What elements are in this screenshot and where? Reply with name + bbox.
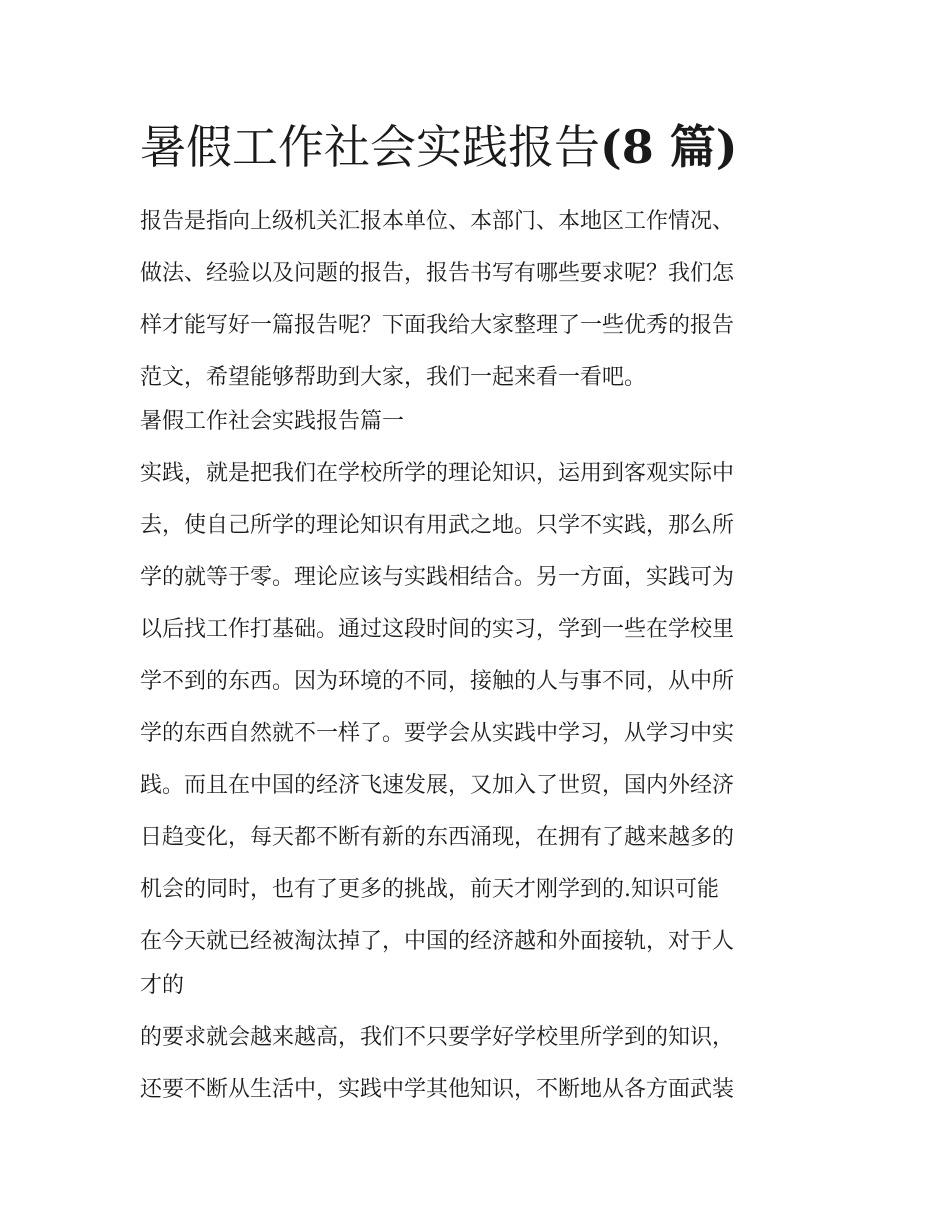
body-line: 才的 (140, 973, 185, 998)
body-line: 以后找工作打基础。通过这段时间的实习，学到一些在学校里 (140, 617, 735, 642)
body-line: 机会的同时，也有了更多的挑战，前天才刚学到的.知识可能 (140, 877, 719, 902)
body-line: 去，使自己所学的理论知识有用武之地。只学不实践，那么所 (140, 513, 735, 538)
document-title (140, 116, 840, 178)
body-line: 学的就等于零。理论应该与实践相结合。另一方面，实践可为 (140, 565, 735, 590)
intro-line: 范文，希望能够帮助到大家，我们一起来看一看吧。 (140, 365, 647, 390)
body-line: 践。而且在中国的经济飞速发展，又加入了世贸，国内外经济 (140, 773, 735, 798)
body-line: 学的东西自然就不一样了。要学会从实践中学习，从学习中实 (140, 721, 735, 746)
intro-line: 报告是指向上级机关汇报本单位、本部门、本地区工作情况、 (140, 209, 735, 234)
intro-line: 样才能写好一篇报告呢？下面我给大家整理了一些优秀的报告 (140, 313, 735, 338)
title-main-text: 暑假工作社会实践报告 (140, 120, 600, 174)
body-line: 在今天就已经被淘汰掉了，中国的经济越和外面接轨，对于人 (140, 929, 735, 954)
section-paragraph (140, 448, 820, 1012)
body-line: 日趋变化，每天都不断有新的东西涌现，在拥有了越来越多的 (140, 825, 735, 850)
intro-paragraph (140, 196, 820, 396)
body-line: 还要不断从生活中，实践中学其他知识，不断地从各方面武装 (140, 1077, 735, 1102)
body-line: 学不到的东西。因为环境的不同，接触的人与事不同，从中所 (140, 669, 735, 694)
continuation-paragraph (140, 1012, 820, 1116)
title-suffix-text: (8 篇) (600, 120, 738, 174)
document-body (140, 196, 820, 1116)
body-line: 实践，就是把我们在学校所学的理论知识，运用到客观实际中 (140, 461, 735, 486)
section-heading: 暑假工作社会实践报告篇一 (140, 409, 405, 434)
body-line: 的要求就会越来越高，我们不只要学好学校里所学到的知识， (140, 1025, 735, 1050)
intro-line: 做法、经验以及问题的报告，报告书写有哪些要求呢？我们怎 (140, 261, 735, 286)
